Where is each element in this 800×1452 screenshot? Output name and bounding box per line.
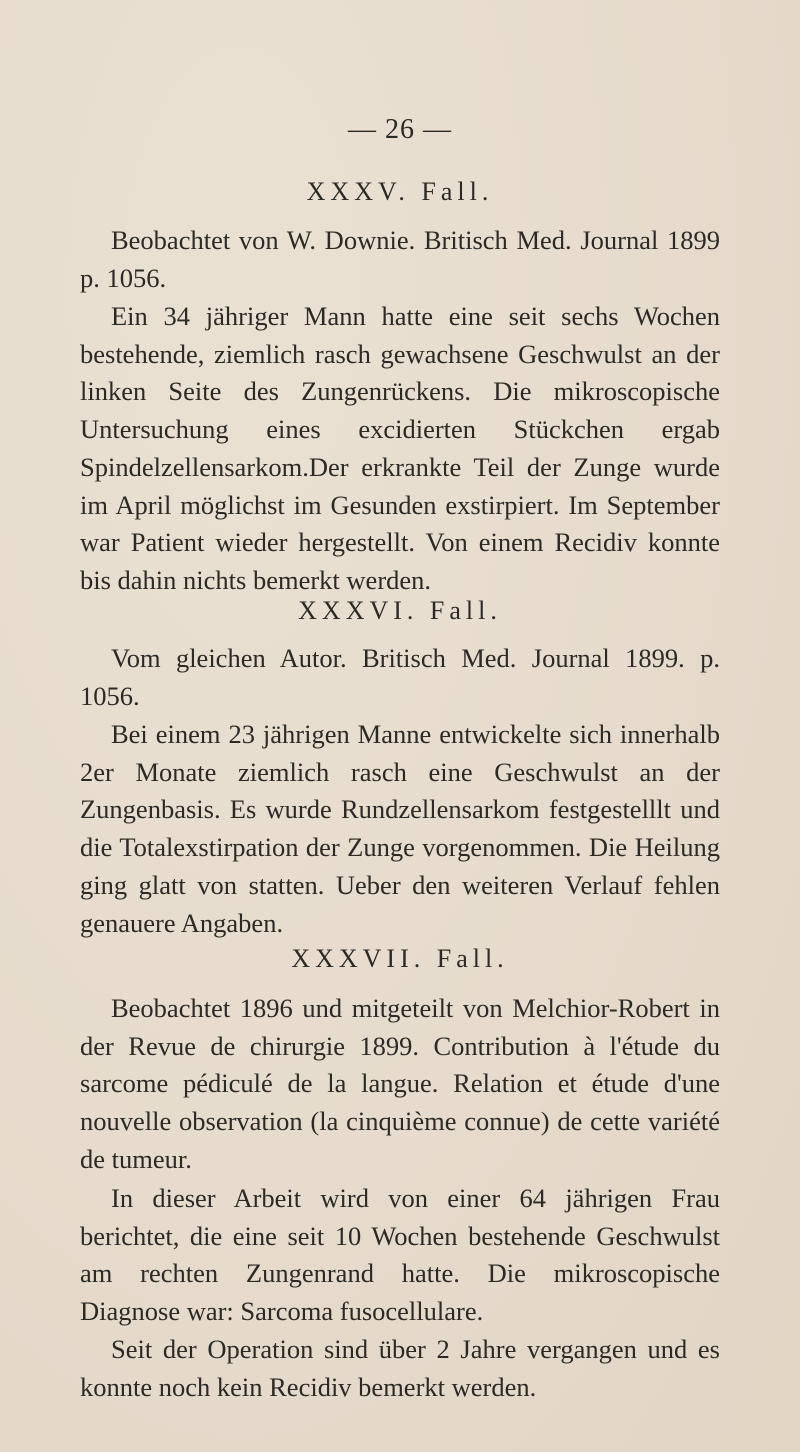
case-title-36: XXXVI. Fall. (298, 596, 502, 625)
paragraph-35-body: Ein 34 jähriger Mann hatte eine seit sechs Wochen bestehende, ziemlich rasch gewachsene Geschwulst an der linken Seite des Zungenrückens. Die mikroscopische Untersuchung eines excidierten Stückchen ergab Spindelzellensarkom.Der erkrankte Teil der Zunge wurde im April möglichst im Gesunden exstirpiert. Im September war Patient wieder hergestellt. Von einem Recidiv konnte bis dahin nichts bemerkt werden. (80, 301, 720, 595)
case-title-35: XXXV. Fall. (306, 177, 494, 206)
paragraph-37-source: Beobachtet 1896 und mitgeteilt von Melchior-Robert in der Revue de chirurgie 1899. Contribution à l'étude du sarcome pédiculé de la langue. Relation et étude d'une nouvelle observation (la cinquième connue) de cette variété de tumeur. (80, 993, 720, 1174)
paragraph-36-body: Bei einem 23 jährigen Manne entwickelte sich innerhalb 2er Monate ziemlich rasch eine Geschwulst an der Zungenbasis. Es wurde Rundzellensarkom festgestelllt und die Totalexstirpation der Zunge vorgenommen. Die Heilung ging glatt von statten. Ueber den weiteren Verlauf fehlen genauere Angaben. (80, 719, 720, 938)
paragraph-36-source: Vom gleichen Autor. Britisch Med. Journal 1899. p. 1056. (80, 643, 720, 711)
page-number: — 26 — (348, 114, 452, 145)
paragraph-37-body: In dieser Arbeit wird von einer 64 jährigen Frau berichtet, die eine seit 10 Wochen bestehende Geschwulst am rechten Zungenrand hatte. Die mikroscopische Diagnose war: Sarcoma fusocellulare. (80, 1183, 720, 1327)
case-title-37: XXXVII. Fall. (291, 944, 509, 973)
paragraph-35-source: Beobachtet von W. Downie. Britisch Med. Journal 1899 p. 1056. (80, 225, 720, 293)
paragraph-37-outcome: Seit der Operation sind über 2 Jahre vergangen und es konnte noch kein Recidiv bemerkt werden. (80, 1334, 720, 1402)
